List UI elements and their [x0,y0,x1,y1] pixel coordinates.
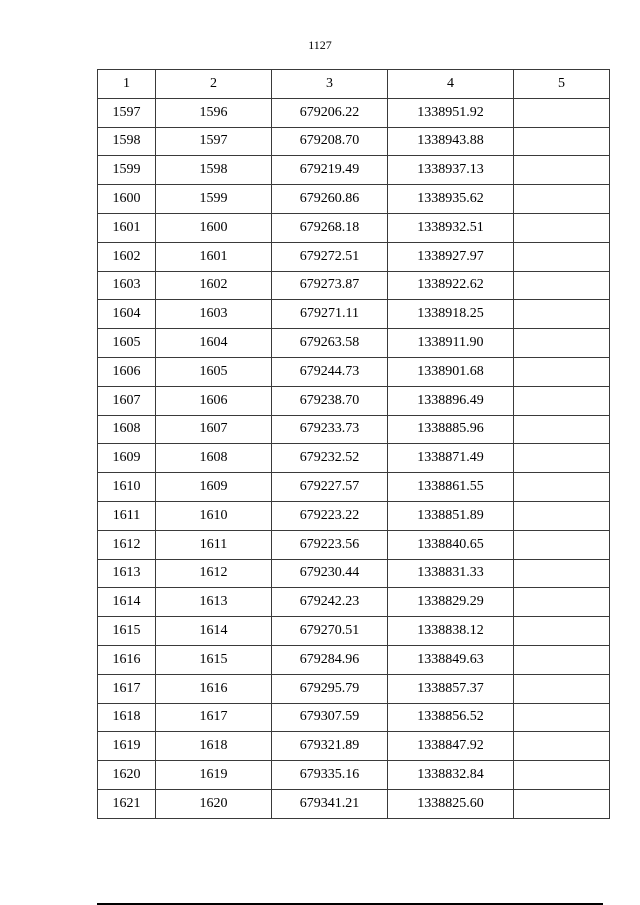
table-cell: 1338840.65 [388,530,514,559]
table-row [98,703,610,732]
table-cell: 679263.58 [272,329,388,358]
table-cell: 1613 [98,559,156,588]
table-cell: 679271.11 [272,300,388,329]
table-cell: 1607 [156,415,272,444]
table-cell: 1338861.55 [388,473,514,502]
table-cell: 679233.73 [272,415,388,444]
table-cell: 1610 [98,473,156,502]
table-row [98,789,610,818]
table-cell: 1338918.25 [388,300,514,329]
table-cell: 1598 [98,127,156,156]
table-cell: 1338856.52 [388,703,514,732]
table-cell: 1338825.60 [388,789,514,818]
table-cell: 1603 [98,271,156,300]
table-cell: 1601 [156,242,272,271]
table-cell [514,357,610,386]
table-cell: 1615 [156,645,272,674]
table-cell: 1610 [156,501,272,530]
table-cell: 1602 [98,242,156,271]
table-cell: 1599 [156,185,272,214]
table-cell [514,530,610,559]
table-cell: 1620 [156,789,272,818]
table-cell: 1618 [156,732,272,761]
table-cell: 1617 [156,703,272,732]
table-cell: 1338871.49 [388,444,514,473]
column-header: 3 [272,70,388,99]
table-row [98,415,610,444]
table-cell: 679230.44 [272,559,388,588]
table-cell: 1338849.63 [388,645,514,674]
table-cell: 1338922.62 [388,271,514,300]
table-cell [514,271,610,300]
table-cell: 1619 [156,761,272,790]
table-cell [514,559,610,588]
table-cell: 679307.59 [272,703,388,732]
table-cell: 1615 [98,617,156,646]
table-cell: 679232.52 [272,444,388,473]
table-cell: 679223.56 [272,530,388,559]
table-cell: 1605 [98,329,156,358]
table-cell: 679284.96 [272,645,388,674]
column-header: 4 [388,70,514,99]
table-cell: 1338943.88 [388,127,514,156]
table-cell: 1616 [98,645,156,674]
table-cell: 1600 [98,185,156,214]
table-cell: 679270.51 [272,617,388,646]
table-cell [514,789,610,818]
table-cell: 1338832.84 [388,761,514,790]
table-cell [514,213,610,242]
table-cell [514,386,610,415]
table-cell [514,674,610,703]
table-cell: 1338932.51 [388,213,514,242]
table-cell [514,127,610,156]
table-cell: 1338896.49 [388,386,514,415]
table-cell: 679260.86 [272,185,388,214]
table-cell: 1601 [98,213,156,242]
table-cell [514,761,610,790]
table-cell [514,473,610,502]
table-cell: 1619 [98,732,156,761]
table-cell: 1338951.92 [388,98,514,127]
table-cell: 1608 [98,415,156,444]
table-cell [514,185,610,214]
table-cell [514,645,610,674]
table-row [98,645,610,674]
table-row [98,530,610,559]
table-cell: 1599 [98,156,156,185]
table-cell [514,703,610,732]
table-row [98,242,610,271]
table-cell: 1609 [156,473,272,502]
table-cell: 679206.22 [272,98,388,127]
table-row [98,271,610,300]
table-cell: 1608 [156,444,272,473]
table-cell [514,732,610,761]
table-cell [514,444,610,473]
table-cell: 679238.70 [272,386,388,415]
table-cell: 1613 [156,588,272,617]
table-cell: 1597 [98,98,156,127]
table-row [98,185,610,214]
table-cell: 1338831.33 [388,559,514,588]
table-row [98,98,610,127]
table-cell: 1338937.13 [388,156,514,185]
table-cell: 1338838.12 [388,617,514,646]
table-cell: 1606 [156,386,272,415]
table-cell [514,617,610,646]
table-row [98,588,610,617]
table-cell: 1621 [98,789,156,818]
table-row [98,156,610,185]
table-cell [514,242,610,271]
table-cell: 1605 [156,357,272,386]
table-cell: 1602 [156,271,272,300]
table-cell: 1338911.90 [388,329,514,358]
column-header: 5 [514,70,610,99]
table-row [98,213,610,242]
table-cell: 1612 [156,559,272,588]
table-cell: 1338927.97 [388,242,514,271]
table-row [98,127,610,156]
table-cell: 679242.23 [272,588,388,617]
table-cell: 679208.70 [272,127,388,156]
table-cell: 1338847.92 [388,732,514,761]
table-cell: 1338857.37 [388,674,514,703]
table-cell [514,415,610,444]
column-header: 1 [98,70,156,99]
table-cell: 1603 [156,300,272,329]
table-row [98,329,610,358]
table-cell: 1338851.89 [388,501,514,530]
table-cell: 1604 [98,300,156,329]
table-cell: 1338829.29 [388,588,514,617]
table-cell: 679295.79 [272,674,388,703]
table-row [98,501,610,530]
table-cell: 1616 [156,674,272,703]
table-cell: 1612 [98,530,156,559]
table-cell: 1338901.68 [388,357,514,386]
table-row [98,386,610,415]
table-cell: 679244.73 [272,357,388,386]
table-cell: 679268.18 [272,213,388,242]
table-row [98,559,610,588]
table-row [98,761,610,790]
page-number: 1127 [308,38,332,52]
table-cell: 1338885.96 [388,415,514,444]
table-cell [514,98,610,127]
table-cell: 1611 [156,530,272,559]
coordinates-table [97,69,610,819]
table-cell: 1609 [98,444,156,473]
table-row [98,357,610,386]
table-cell: 1597 [156,127,272,156]
table-cell [514,300,610,329]
table-cell: 1600 [156,213,272,242]
table-row [98,300,610,329]
table-row [98,473,610,502]
table-cell: 679227.57 [272,473,388,502]
table-cell: 1606 [98,357,156,386]
table-cell: 679335.16 [272,761,388,790]
table-cell: 1598 [156,156,272,185]
table-cell: 679219.49 [272,156,388,185]
table-cell: 1338935.62 [388,185,514,214]
table-cell: 679321.89 [272,732,388,761]
table-row [98,617,610,646]
table-cell: 1596 [156,98,272,127]
table-cell [514,501,610,530]
table-cell: 1607 [98,386,156,415]
table-cell [514,329,610,358]
table-row [98,674,610,703]
table-cell: 679273.87 [272,271,388,300]
table-cell: 679272.51 [272,242,388,271]
table-cell [514,588,610,617]
table-row [98,444,610,473]
table-cell: 1614 [98,588,156,617]
table-cell: 1618 [98,703,156,732]
table-cell: 679223.22 [272,501,388,530]
table-cell: 1611 [98,501,156,530]
table-cell: 1620 [98,761,156,790]
table-cell: 1614 [156,617,272,646]
table-header-row [98,70,610,99]
table-cell: 679341.21 [272,789,388,818]
table-cell [514,156,610,185]
table-body [98,98,610,818]
table-cell: 1604 [156,329,272,358]
table-row [98,732,610,761]
column-header: 2 [156,70,272,99]
table-cell: 1617 [98,674,156,703]
